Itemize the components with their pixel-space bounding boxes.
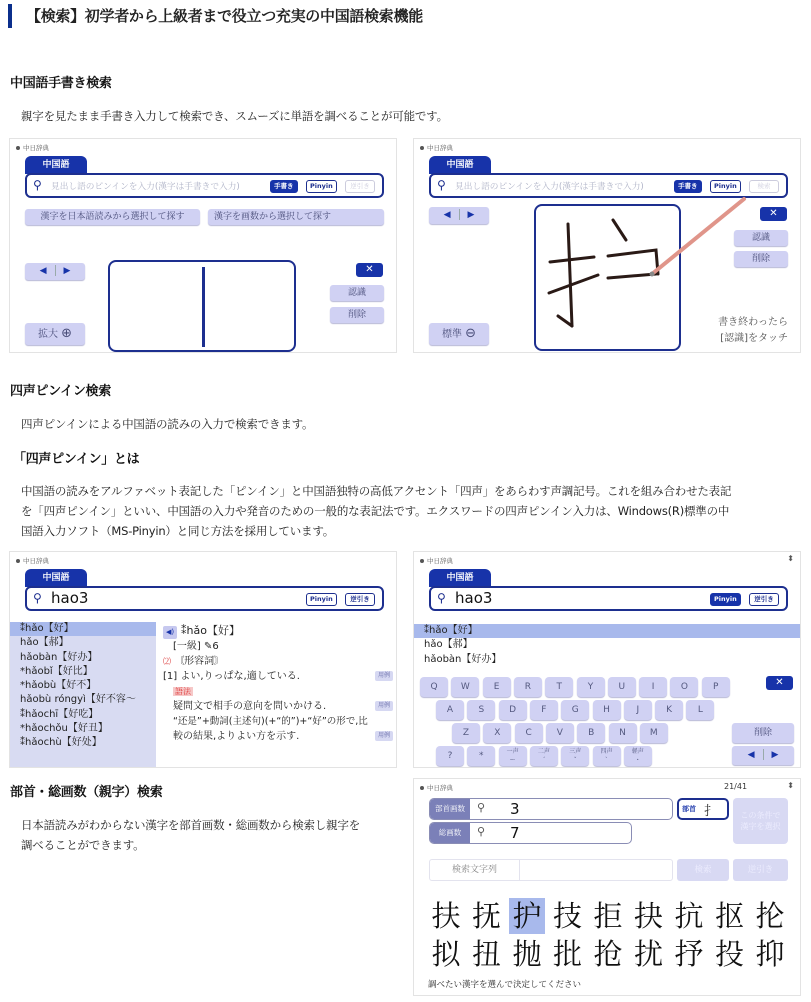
keyboard-key[interactable]: T — [545, 677, 573, 697]
chip-search[interactable]: 検索 — [749, 180, 779, 193]
section-heading-handwriting: 中国語手書き検索 — [10, 76, 112, 91]
section-desc-radical — [21, 815, 360, 855]
definition-1: [1] よい,りっぱな,適している. — [163, 671, 300, 682]
kanji-candidate[interactable]: 技 — [552, 899, 582, 933]
list-item[interactable]: hǎobàn【好办】 — [20, 651, 98, 663]
subheading-pinyin: 「四声ピンイン」とは — [13, 452, 140, 467]
tone-label: 三声 — [569, 748, 582, 755]
zoom-in-button[interactable] — [25, 323, 85, 345]
kanji-candidate[interactable]: 扶 — [431, 899, 461, 933]
kanji-candidate[interactable]: 抉 — [633, 899, 663, 933]
hint-line-1: 書き終わったら — [718, 317, 788, 328]
recognize-button[interactable]: 認識 — [330, 285, 384, 301]
kanji-candidate[interactable]: 抡 — [755, 899, 785, 933]
radical-strokes-label: 部首画数 — [430, 799, 470, 819]
recognize-hint — [706, 315, 788, 347]
recognize-button[interactable]: 認識 — [734, 230, 788, 246]
tab-chinese[interactable]: 中国語 — [25, 569, 87, 587]
definition-3: “还是”+動詞(主述句)(+“的”)+“好”の形で,比 — [173, 716, 368, 727]
tab-chinese[interactable]: 中国語 — [25, 156, 87, 174]
radical-strokes-value[interactable]: 3 — [510, 800, 520, 818]
chip-pinyin[interactable]: Pinyin — [306, 593, 337, 606]
kanji-candidate[interactable]: 拒 — [593, 899, 623, 933]
prev-icon[interactable]: ◀ — [443, 210, 451, 220]
kanji-candidate[interactable]: 抛 — [512, 937, 542, 971]
screenshot-pinyin-keyboard — [413, 551, 801, 768]
list-item[interactable]: hǎobàn【好办】 — [424, 653, 502, 665]
search-icon: ⚲ — [477, 825, 486, 838]
list-item[interactable]: ⁑hǎo【好】 — [10, 622, 156, 636]
cursor-arrows[interactable] — [25, 263, 85, 280]
chip-reverse[interactable]: 逆引き — [345, 180, 375, 193]
search-icon: ⚲ — [437, 178, 446, 192]
app-name: 中日辞典 — [16, 143, 49, 152]
app-name: 中日辞典 — [420, 556, 453, 565]
chip-handwriting[interactable]: 手書き — [270, 180, 298, 193]
kanji-candidate[interactable]: 护 — [509, 898, 545, 934]
section-desc-pinyin: 四声ピンインによる中国語の読みの入力で検索できます。 — [21, 417, 314, 431]
keyboard-key[interactable]: B — [577, 723, 605, 743]
scroll-icon[interactable]: ⬍ — [787, 781, 794, 790]
keyboard-key[interactable]: N — [609, 723, 637, 743]
delete-button[interactable]: 削除 — [734, 251, 788, 267]
example-button[interactable]: 用例 — [375, 671, 393, 681]
example-button[interactable]: 用例 — [375, 701, 393, 711]
zoom-out-icon: ⊖ — [465, 326, 477, 341]
entry-pos: 〘形容詞〙 — [174, 656, 225, 667]
keyboard-key[interactable]: S — [467, 700, 495, 720]
keyboard-key[interactable]: W — [451, 677, 479, 697]
grammar-tag: 語法 — [175, 687, 191, 696]
keyboard-key[interactable]: K — [655, 700, 683, 720]
tone-label: 軽声 — [631, 748, 644, 755]
hint-line-2: [認識]をタッチ — [720, 333, 788, 344]
tone-key[interactable] — [624, 746, 652, 766]
section-heading-radical: 部首・総画数（親字）検索 — [10, 785, 163, 800]
app-name: 中日辞典 — [16, 556, 49, 565]
close-button[interactable]: ✕ — [766, 676, 793, 690]
search-string-field[interactable] — [429, 859, 673, 881]
screenshot-radical-search — [413, 778, 801, 996]
keyboard-key[interactable]: * — [467, 746, 495, 766]
list-item[interactable]: hǎo【郝】 — [20, 637, 69, 649]
tone-mark: ー — [509, 757, 516, 764]
scroll-icon[interactable]: ⬍ — [787, 554, 794, 563]
reverse-button[interactable]: 逆引き — [733, 859, 788, 881]
entry-headword: ⁑hǎo【好】 — [181, 624, 240, 637]
tone-mark: ˋ — [605, 757, 608, 764]
total-strokes-label: 総画数 — [430, 823, 470, 843]
keyboard-key[interactable]: X — [483, 723, 511, 743]
speaker-icon[interactable]: ◀) — [163, 626, 177, 639]
explanation-line: 国語入力ソフト（MS-Pinyin）と同じ方法を採用しています。 — [21, 524, 335, 538]
kanji-candidate[interactable]: 抚 — [471, 899, 501, 933]
delete-button[interactable]: 削除 — [330, 307, 384, 323]
page-counter: 21/41 — [724, 782, 748, 791]
explanation-line: を「四声ピンイン」といい、中国語の入力や発音のための一般的な表記法です。エクスワードの四声ピンイン入力は、Windows(R)標準の中 — [21, 504, 730, 518]
result-list[interactable] — [414, 624, 801, 667]
tone-label: 二声 — [537, 748, 550, 755]
kanji-candidate[interactable]: 扭 — [471, 937, 501, 971]
kanji-candidate[interactable]: 拟 — [431, 937, 461, 971]
list-item[interactable]: hǎobù róngyì【好不容～ — [20, 694, 136, 706]
kanji-candidate[interactable]: 投 — [714, 937, 744, 971]
tone-mark: ˇ — [573, 757, 577, 764]
list-item[interactable]: *hǎobù【好不】 — [20, 680, 97, 692]
keyboard-key[interactable]: F — [530, 700, 558, 720]
search-box[interactable] — [25, 173, 384, 198]
close-button[interactable]: ✕ — [760, 207, 787, 221]
zoom-std-button[interactable] — [429, 323, 489, 345]
next-icon[interactable]: ▶ — [771, 750, 779, 760]
pos-mark: ⑵ — [163, 657, 171, 666]
tone-key[interactable] — [593, 746, 621, 766]
keyboard-key[interactable]: A — [436, 700, 464, 720]
chip-pinyin[interactable]: Pinyin — [710, 593, 741, 606]
total-strokes-value[interactable]: 7 — [510, 824, 520, 842]
chip-reverse[interactable]: 逆引き — [345, 593, 375, 606]
search-icon: ⚲ — [33, 591, 42, 605]
keyboard-key[interactable]: G — [561, 700, 589, 720]
radical-char: 扌 — [704, 804, 718, 819]
app-name: 中日辞典 — [420, 143, 453, 152]
chip-handwriting[interactable]: 手書き — [674, 180, 702, 193]
search-box[interactable] — [429, 586, 788, 611]
keyboard-key[interactable]: Q — [420, 677, 448, 697]
list-item[interactable]: ⁑hǎochī【好吃】 — [20, 708, 99, 720]
search-icon: ⚲ — [33, 178, 42, 192]
screenshot-pinyin-results — [9, 551, 397, 768]
tone-mark: ˊ — [542, 757, 546, 764]
section-heading-pinyin: 四声ピンイン検索 — [10, 384, 111, 399]
list-item[interactable]: *hǎochǒu【好丑】 — [20, 723, 108, 735]
zoom-in-label: 拡大 — [37, 329, 58, 340]
search-placeholder: 見出し語のピンインを入力(漢字は手書きで入力) — [51, 182, 240, 192]
keyboard-key[interactable]: H — [593, 700, 621, 720]
list-item[interactable]: *hǎobǐ【好比】 — [20, 665, 93, 677]
instruction-text: 調べたい漢字を選んで決定してください — [428, 980, 582, 990]
chip-pinyin[interactable]: Pinyin — [710, 180, 741, 193]
radical-strokes-field[interactable] — [429, 798, 673, 820]
chip-pinyin[interactable]: Pinyin — [306, 180, 337, 193]
select-by-condition-button[interactable]: この条件で漢字を選択 — [733, 798, 788, 844]
search-icon: ⚲ — [437, 591, 446, 605]
search-string-label: 検索文字列 — [430, 860, 520, 880]
tone-key[interactable] — [530, 746, 558, 766]
entry-level: [一級] ✎6 — [173, 641, 219, 652]
explanation-line: 中国語の読みをアルファベット表記した「ピンイン」と中国語独特の高低アクセント「四声」をあらわす声調記号。これを組み合わせた表記 — [21, 484, 732, 498]
kanji-candidate[interactable]: 扰 — [633, 937, 663, 971]
search-query[interactable]: hao3 — [51, 589, 89, 607]
search-placeholder: 見出し語のピンインを入力(漢字は手書きで入力) — [455, 182, 644, 192]
prev-icon[interactable]: ◀ — [39, 266, 47, 276]
kanji-candidate[interactable]: 批 — [552, 937, 582, 971]
tab-chinese[interactable]: 中国語 — [429, 156, 491, 174]
keyboard-key[interactable]: Z — [452, 723, 480, 743]
search-button[interactable]: 検索 — [677, 859, 729, 881]
delete-button[interactable]: 削除 — [732, 723, 794, 743]
cursor-arrows[interactable] — [429, 207, 489, 224]
zoom-std-label: 標準 — [441, 329, 462, 340]
keyboard-key[interactable]: E — [483, 677, 511, 697]
cursor-line — [202, 267, 205, 347]
pinyin-explanation — [21, 481, 801, 541]
zoom-in-icon: ⊕ — [61, 326, 73, 341]
definition-2: 疑問文で相手の意向を問いかける. — [173, 701, 327, 712]
next-icon[interactable]: ▶ — [63, 266, 71, 276]
keyboard-key[interactable]: M — [640, 723, 668, 743]
screenshot-handwriting-empty — [9, 138, 397, 353]
result-list[interactable] — [10, 622, 156, 767]
keyboard-key[interactable]: D — [499, 700, 527, 720]
kanji-candidate[interactable]: 抢 — [593, 937, 623, 971]
kanji-candidate[interactable]: 抠 — [714, 899, 744, 933]
close-button[interactable]: ✕ — [356, 263, 383, 277]
kanji-reading-button[interactable]: 漢字を日本語読みから選択して探す — [25, 209, 200, 225]
keyboard-key[interactable]: L — [686, 700, 714, 720]
keyboard-key[interactable]: Y — [577, 677, 605, 697]
tone-key[interactable] — [499, 746, 527, 766]
list-item[interactable]: ⁑hǎochù【好处】 — [20, 737, 102, 749]
example-button[interactable]: 用例 — [375, 731, 393, 741]
tone-label: 一声 — [506, 748, 519, 755]
kanji-strokes-button[interactable]: 漢字を画数から選択して探す — [208, 209, 384, 225]
cursor-arrows[interactable] — [732, 746, 794, 765]
list-item[interactable]: hǎo【郝】 — [424, 639, 473, 651]
tone-key[interactable] — [561, 746, 589, 766]
chip-reverse[interactable]: 逆引き — [749, 593, 779, 606]
page-title: 【検索】初学者から上級者まで役立つ充実の中国語検索機能 — [8, 4, 423, 28]
keyboard-key[interactable]: O — [670, 677, 698, 697]
keyboard-key[interactable]: C — [515, 723, 543, 743]
screenshot-handwriting-drawn — [413, 138, 801, 353]
kanji-candidate[interactable]: 抒 — [674, 937, 704, 971]
entry-detail — [163, 622, 393, 744]
keyboard-key[interactable]: P — [702, 677, 730, 697]
tone-mark: ・ — [634, 757, 641, 764]
search-query[interactable]: hao3 — [455, 589, 493, 607]
search-box[interactable] — [25, 586, 384, 611]
radical-field[interactable] — [677, 798, 729, 820]
kanji-candidate[interactable]: 抑 — [755, 937, 785, 971]
handwriting-canvas[interactable] — [108, 260, 296, 352]
kanji-candidate[interactable]: 抗 — [674, 899, 704, 933]
section-desc-handwriting: 親字を見たまま手書き入力して検索でき、スムーズに単語を調べることが可能です。 — [21, 109, 448, 123]
list-item[interactable]: ⁑hǎo【好】 — [414, 624, 801, 638]
radical-label: 部首 — [682, 805, 696, 813]
tone-label: 四声 — [600, 748, 613, 755]
tab-chinese[interactable]: 中国語 — [429, 569, 491, 587]
search-icon: ⚲ — [477, 801, 486, 814]
keyboard-key[interactable]: I — [639, 677, 667, 697]
keyboard-key[interactable]: V — [546, 723, 574, 743]
keyboard-key[interactable]: J — [624, 700, 652, 720]
prev-icon[interactable]: ◀ — [747, 750, 755, 760]
app-name: 中日辞典 — [420, 783, 453, 792]
keyboard-key[interactable]: U — [608, 677, 636, 697]
definition-4: 較の結果,よりよい方を示す. — [173, 731, 300, 742]
total-strokes-field[interactable] — [429, 822, 632, 844]
next-icon[interactable]: ▶ — [467, 210, 475, 220]
desc-line: 日本語読みがわからない漢字を部首画数・総画数から検索し親字を — [21, 818, 360, 832]
desc-line: 調べることができます。 — [21, 838, 145, 852]
keyboard-key[interactable]: ? — [436, 746, 464, 766]
keyboard-key[interactable]: R — [514, 677, 542, 697]
